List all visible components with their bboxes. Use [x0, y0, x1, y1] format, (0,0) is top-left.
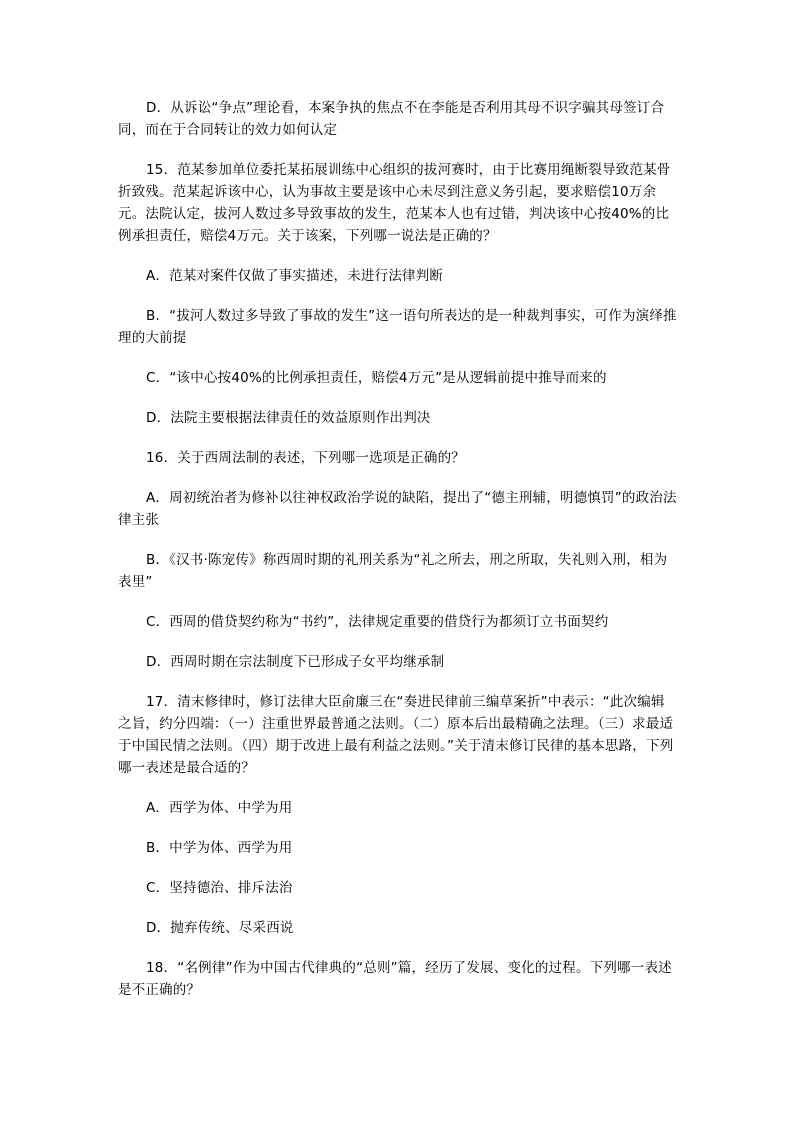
option-c-q15: C．“该中心按40%的比例承担责任，赔偿4万元”是从逻辑前提中推导而来的: [146, 370, 607, 386]
document-body: [118, 97, 678, 1001]
option-d-q14: D．从诉讼“争点”理论看，本案争执的焦点不在李能是否利用其母不识字骗其母签订合同，而在于合同转让的效力如何认定: [118, 100, 665, 138]
question-17: 17．清末修律时，修订法律大臣俞廉三在“奏进民律前三编草案折”中表示：“此次编辑之旨，约分四端：（一）注重世界最普通之法则。（二）原本后出最精确之法理。（三）求最适于中国民情之法则。（四）期于改进上最有利益之法则。”关于清末修订民律的基本思路，下列哪一表述是最合适的？: [118, 694, 674, 776]
option-d-q16: D．西周时期在宗法制度下已形成子女平均继承制: [146, 654, 445, 670]
question-18: 18．“名例律”作为中国古代律典的“总则”篇，经历了发展、变化的过程。下列哪一表述是不正确的？: [118, 960, 672, 998]
option-b-q15: B．“拔河人数过多导致了事故的发生”这一语句所表达的是一种裁判事实，可作为演绎推理的大前提: [118, 308, 677, 346]
option-d-q17: D．抛弃传统、尽采西说: [146, 920, 294, 936]
question-16: 16．关于西周法制的表述，下列哪一选项是正确的？: [146, 450, 465, 466]
option-a-q15: A．范某对案件仅做了事实描述，未进行法律判断: [146, 268, 444, 284]
option-a-q17: A．西学为体、中学为用: [146, 800, 293, 816]
option-b-q17: B．中学为体、西学为用: [146, 840, 293, 856]
option-b-q16: B．《汉书·陈宠传》称西周时期的礼刑关系为“礼之所去，刑之所取，失礼则入刑，相为表里”: [118, 552, 668, 590]
option-d-q15: D．法院主要根据法律责任的效益原则作出判决: [146, 410, 431, 426]
question-15: 15．范某参加单位委托某拓展训练中心组织的拔河赛时，由于比赛用绳断裂导致范某骨折致残。范某起诉该中心，认为事故主要是该中心未尽到注意义务引起，要求赔偿10万余元。法院认定，拔河人数过多导致事故的发生，范某本人也有过错，判决该中心按40%的比例承担责任，赔偿4万元。关于该案，下列哪一说法是正确的？: [118, 162, 671, 244]
option-c-q16: C．西周的借贷契约称为“书约”，法律规定重要的借贷行为都须订立书面契约: [146, 614, 609, 630]
option-a-q16: A．周初统治者为修补以往神权政治学说的缺陷，提出了“德主刑辅，明德慎罚”的政治法律主张: [118, 490, 677, 528]
option-c-q17: C．坚持德治、排斥法治: [146, 880, 293, 896]
